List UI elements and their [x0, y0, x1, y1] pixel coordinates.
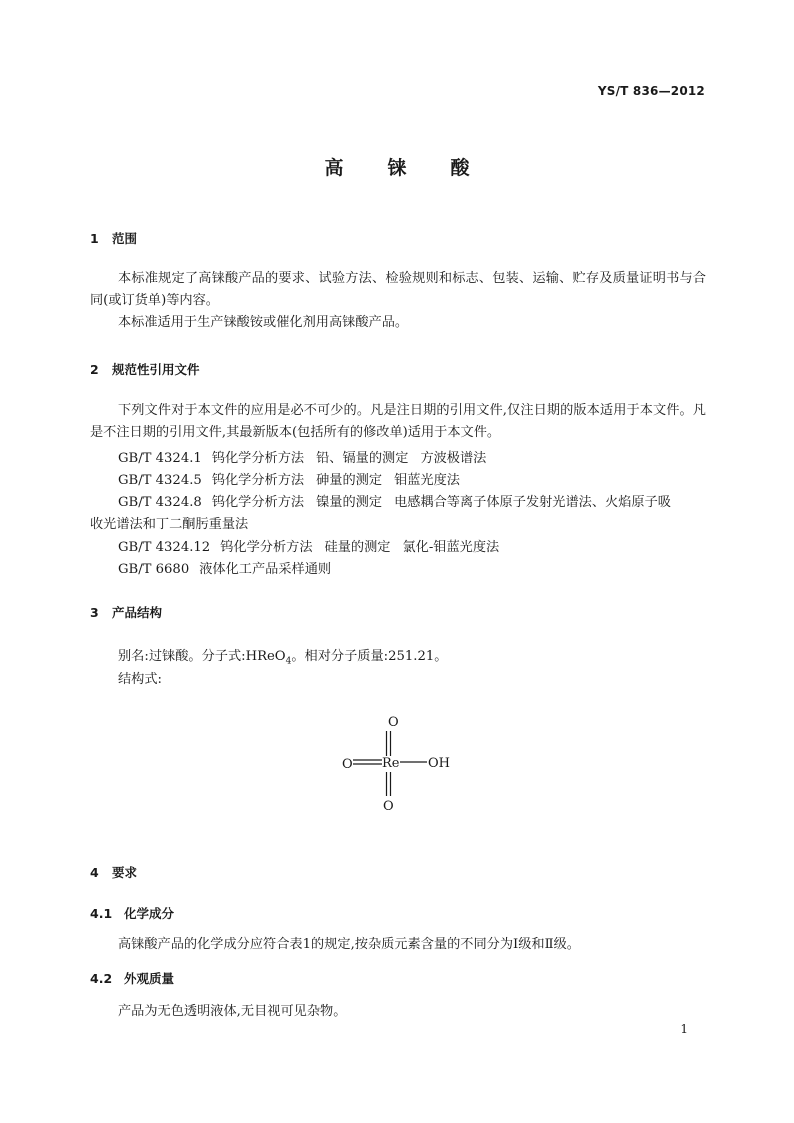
subsection-number: 4.2	[90, 971, 113, 986]
section-1-heading	[90, 229, 137, 247]
section-4-2-heading	[90, 969, 174, 987]
paragraph: 本标准适用于生产铼酸铵或催化剂用高铼酸产品。	[118, 315, 409, 330]
section-4-2-body: 产品为无色透明液体,无目视可见杂物。	[118, 1004, 347, 1019]
molecular-info	[118, 645, 447, 667]
section-4-1-body: 高铼酸产品的化学成分应符合表1的规定,按杂质元素含量的不同分为Ⅰ级和Ⅱ级。	[118, 937, 580, 952]
formula-subscript: 4	[285, 656, 292, 667]
reference-method: 氯化-钼蓝光度法	[402, 540, 500, 555]
reference-method-continuation: 收光谱法和丁二酮肟重量法	[90, 517, 249, 532]
reference-name: 钨化学分析方法	[211, 473, 305, 488]
section-number: 1	[90, 231, 99, 246]
reference-code: GB/T 4324.8	[118, 495, 202, 510]
section-number: 4	[90, 865, 99, 880]
reference-item	[118, 469, 460, 488]
document-title	[0, 153, 794, 180]
subsection-number: 4.1	[90, 906, 113, 921]
reference-item-name: 铅、镉量的测定	[316, 451, 409, 466]
reference-code: GB/T 4324.12	[118, 540, 211, 555]
reference-code: GB/T 6680	[118, 562, 190, 577]
subsection-title: 外观质量	[124, 971, 175, 986]
section-number: 3	[90, 605, 99, 620]
reference-code: GB/T 4324.5	[118, 473, 202, 488]
section-title: 产品结构	[112, 605, 163, 620]
paragraph: 本标准规定了高铼酸产品的要求、试验方法、检验规则和标志、包装、运输、贮存及质量证明书与合同(或订货单)等内容。	[90, 271, 706, 308]
reference-item-name: 镍量的测定	[316, 495, 383, 510]
section-2-heading	[90, 360, 200, 378]
subsection-title: 化学成分	[124, 906, 175, 921]
structure-label: 结构式:	[118, 672, 163, 687]
section-1-body	[90, 268, 706, 334]
section-title: 规范性引用文件	[112, 362, 200, 377]
section-number: 2	[90, 362, 99, 377]
section-2-body	[90, 400, 706, 444]
title-char: 铼	[387, 157, 407, 179]
reference-name: 钨化学分析方法	[211, 495, 305, 510]
reference-method: 电感耦合等离子体原子发射光谱法、火焰原子吸	[394, 495, 671, 510]
reference-item-name: 砷量的测定	[316, 473, 383, 488]
oxygen-top: O	[388, 715, 399, 730]
reference-item	[118, 447, 486, 466]
reference-name: 液体化工产品采样通则	[199, 562, 332, 577]
reference-item	[118, 536, 499, 555]
reference-method: 方波极谱法	[420, 451, 487, 466]
paragraph: 下列文件对于本文件的应用是必不可少的。凡是注日期的引用文件,仅注日期的版本适用于本文件。凡是不注日期的引用文件,其最新版本(包括所有的修改单)适用于本文件。	[90, 403, 706, 440]
reference-name: 钨化学分析方法	[211, 451, 305, 466]
section-4-1-heading	[90, 904, 174, 922]
reference-item	[118, 491, 671, 510]
title-char: 高	[324, 157, 344, 179]
reference-code: GB/T 4324.1	[118, 451, 202, 466]
standard-code: YS/T 836—2012	[597, 84, 705, 98]
section-3-heading	[90, 603, 162, 621]
page-number: 1	[680, 1022, 688, 1036]
structural-formula	[330, 706, 470, 816]
section-4-heading	[90, 863, 137, 881]
formula-text: 别名:过铼酸。分子式:HReO	[118, 649, 286, 664]
formula-text-post: 。相对分子质量:251.21。	[291, 649, 448, 664]
hydroxyl-group: OH	[428, 756, 450, 771]
section-title: 要求	[112, 865, 138, 880]
reference-item-name: 硅量的测定	[324, 540, 391, 555]
rhenium-atom: Re	[382, 756, 400, 771]
title-char: 酸	[450, 157, 470, 179]
oxygen-left: O	[342, 757, 353, 772]
section-title: 范围	[112, 231, 138, 246]
reference-item	[118, 558, 331, 577]
reference-method: 钼蓝光度法	[394, 473, 460, 488]
reference-name: 钨化学分析方法	[220, 540, 313, 555]
oxygen-bottom: O	[383, 799, 394, 814]
